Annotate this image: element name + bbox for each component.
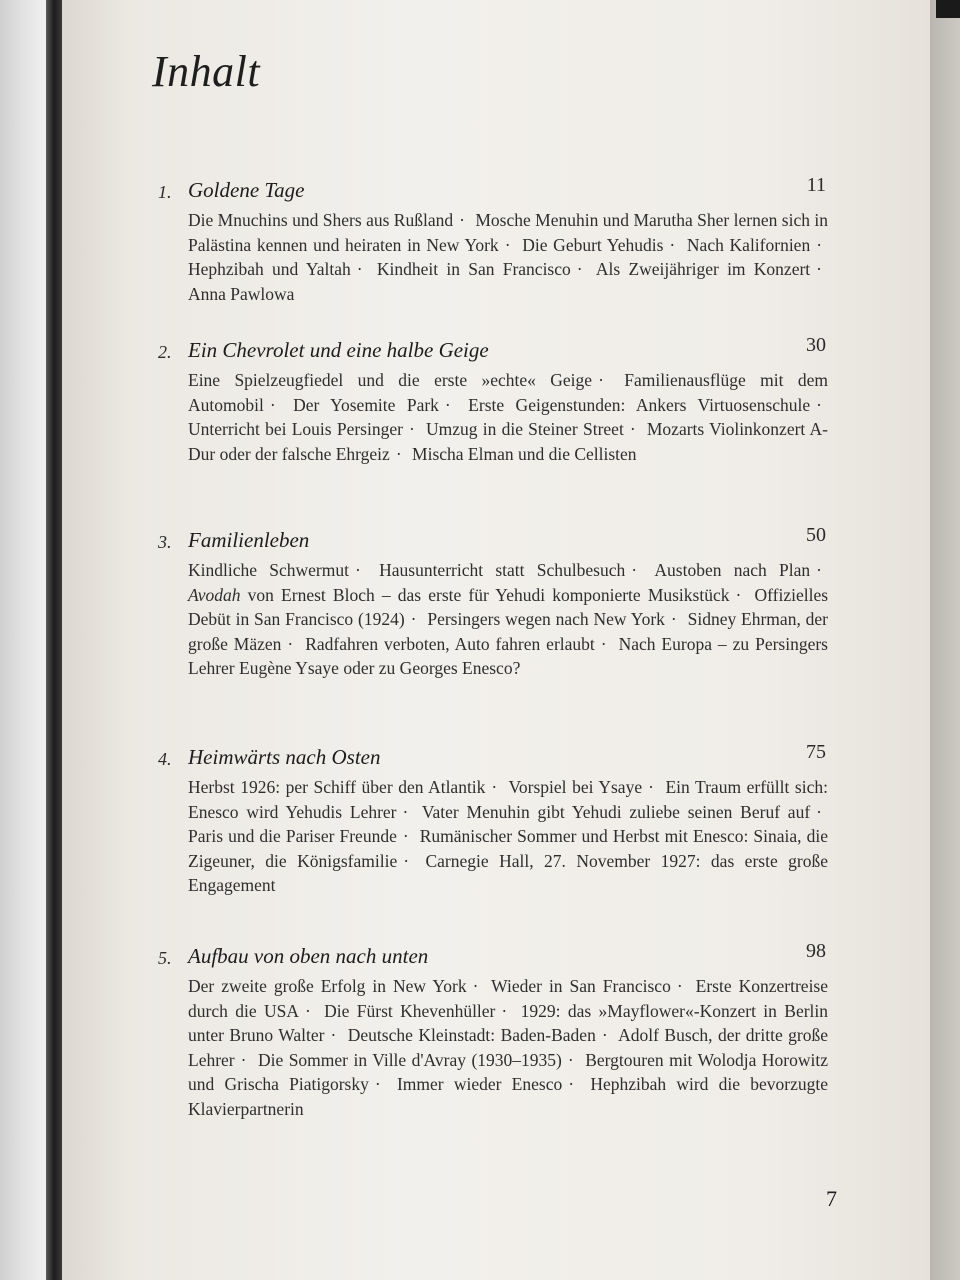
chapter-title: Ein Chevrolet und eine halbe Geige (188, 338, 489, 362)
topic: Kindliche Schwermut (188, 560, 349, 580)
topic: Hephzibah wird die bevorzugte Klavierpartnerin (188, 1074, 829, 1119)
separator: · (287, 633, 294, 654)
toc-entry-4 (150, 741, 840, 898)
chapter-page-number: 50 (806, 524, 826, 546)
background-corner (936, 0, 960, 18)
toc-entry-3 (150, 524, 840, 681)
separator: · (600, 633, 607, 654)
toc-entry-2 (150, 334, 840, 466)
separator: · (648, 777, 654, 797)
separator: · (269, 394, 276, 415)
separator: · (676, 976, 683, 996)
topic: Als Zweijähriger im Konzert (595, 259, 811, 280)
separator: · (816, 394, 822, 415)
topic: Herbst 1926: per Schiff über den Atlantik (188, 777, 486, 797)
separator: · (816, 259, 822, 280)
topic: Ein Traum erfüllt sich: Enesco wird Yehudis Lehrer (188, 777, 828, 822)
chapter-summary (188, 775, 828, 898)
separator: · (567, 1049, 574, 1070)
topic: Mozarts Violinkonzert A-Dur oder der falsche Ehrgeiz (188, 419, 829, 464)
chapter-title: Aufbau von oben nach unten (188, 944, 429, 968)
chapter-number: 4. (158, 749, 172, 769)
separator: · (576, 259, 583, 280)
separator: · (403, 850, 410, 871)
chapter-page-number: 30 (806, 334, 826, 356)
topic: Immer wieder Enesco (396, 1074, 563, 1095)
toc-entry-5 (150, 940, 840, 1122)
separator: · (504, 234, 511, 255)
separator: · (459, 210, 465, 230)
separator: · (330, 1025, 337, 1046)
topic: Austoben nach Plan (654, 560, 811, 580)
topic: Unterricht bei Louis Persinger (188, 419, 403, 440)
entry-heading (150, 334, 840, 368)
topic: Rumänischer Sommer und Herbst mit Enesco: Sinaia, die Zigeuner, die Königsfamilie (188, 826, 828, 871)
separator: · (601, 1025, 608, 1046)
previous-page-edge (0, 0, 46, 1280)
topic: Der Yosemite Park (293, 394, 439, 415)
topic: Anna Pawlowa (188, 283, 295, 304)
topic: Wieder in San Francisco (491, 976, 671, 996)
topic: Vorspiel bei Ysaye (508, 777, 643, 797)
chapter-summary (188, 558, 828, 681)
topic: Radfahren verboten, Auto fahren erlaubt (305, 633, 595, 654)
topic: Die Mnuchins und Shers aus Rußland (188, 210, 454, 230)
topic: Mosche Menuhin und Marutha Sher lernen sich in Palästina kennen und heiraten in New York (188, 210, 828, 255)
topic: Paris und die Pariser Freunde (188, 826, 397, 847)
separator: · (402, 826, 409, 847)
separator: · (669, 234, 676, 255)
separator: · (356, 259, 363, 280)
chapter-number: 1. (158, 182, 172, 202)
chapter-page-number: 11 (806, 174, 826, 196)
separator: · (816, 801, 822, 822)
separator: · (240, 1049, 247, 1070)
chapter-summary (188, 974, 828, 1122)
page-number: 7 (826, 1186, 837, 1211)
topic: Vater Menuhin gibt Yehudi zuliebe seinen Beruf auf (421, 801, 811, 822)
separator: · (410, 609, 417, 630)
separator: · (472, 976, 479, 996)
topic: Hausunterricht statt Schulbesuch (379, 560, 626, 580)
topic: Die Fürst Khevenhüller (324, 1000, 496, 1021)
topic: Erste Geigenstunden: Ankers Virtuosenschule (468, 394, 811, 415)
topic: Bergtouren mit Wolodja Horowitz und Grischa Piatigorsky (188, 1049, 829, 1095)
chapter-title: Heimwärts nach Osten (188, 745, 381, 769)
separator: · (568, 1074, 575, 1095)
page-right-edge (930, 0, 960, 1280)
separator: · (395, 443, 402, 464)
topic: Persingers wegen nach New York (427, 609, 665, 630)
chapter-summary (188, 368, 828, 466)
topic: Familienausflüge mit dem Automobil (188, 370, 829, 415)
separator: · (598, 370, 604, 390)
topic: Offizielles Debüt in San Francisco (1924) (188, 584, 829, 630)
topic: Sidney Ehrman, der große Mäzen (188, 609, 828, 654)
chapter-title: Goldene Tage (188, 178, 305, 202)
chapter-number: 5. (158, 948, 172, 968)
separator: · (491, 777, 498, 797)
topic: Mischa Elman und die Cellisten (412, 443, 637, 464)
topic: Eine Spielzeugfiedel und die erste »echte« Geige (188, 370, 593, 390)
topic: Erste Konzertreise durch die USA (188, 976, 829, 1021)
separator: · (374, 1074, 381, 1095)
separator: · (444, 394, 451, 415)
page-title: Inhalt (152, 47, 261, 96)
separator: · (816, 234, 823, 255)
topic: Deutsche Kleinstadt: Baden-Baden (347, 1025, 596, 1046)
separator: · (816, 560, 822, 580)
entry-heading (150, 174, 840, 208)
chapter-number: 2. (158, 342, 172, 362)
topic: Umzug in die Steiner Street (426, 419, 624, 440)
separator: · (670, 609, 677, 630)
separator: · (501, 1000, 508, 1021)
separator: · (631, 560, 638, 580)
separator: · (735, 584, 742, 605)
toc-entry-1 (150, 174, 840, 306)
entry-heading (150, 940, 840, 974)
topic: Kindheit in San Francisco (376, 259, 571, 280)
topic: Adolf Busch, der dritte große Lehrer (188, 1025, 829, 1070)
separator: · (408, 419, 415, 440)
topic: Nach Kalifornien (686, 234, 811, 255)
separator: · (629, 419, 636, 440)
chapter-summary (188, 208, 828, 306)
separator: · (355, 560, 361, 580)
topic: Hephzibah und Yaltah (188, 259, 351, 280)
book-gutter (46, 0, 62, 1280)
chapter-page-number: 75 (806, 741, 826, 763)
entry-heading (150, 524, 840, 558)
topic: 1929: das »Mayflower«-Konzert in Berlin unter Bruno Walter (188, 1000, 829, 1046)
topic: von Ernest Bloch – das erste für Yehudi komponierte Musikstück (247, 584, 730, 605)
topic: Nach Europa – zu Persingers Lehrer Eugène Ysaye oder zu Georges Enesco? (188, 633, 828, 679)
entry-heading (150, 741, 840, 775)
topic: Der zweite große Erfolg in New York (188, 976, 467, 996)
separator: · (304, 1000, 311, 1021)
chapter-number: 3. (158, 532, 172, 552)
chapter-title: Familienleben (188, 528, 310, 552)
topic: Die Geburt Yehudis (522, 234, 664, 255)
separator: · (402, 801, 409, 822)
work-title: Avodah (188, 584, 241, 605)
topic: Carnegie Hall, 27. November 1927: das erste große Engagement (188, 850, 829, 896)
chapter-page-number: 98 (806, 940, 826, 962)
topic: Die Sommer in Ville d'Avray (1930–1935) (257, 1049, 562, 1070)
